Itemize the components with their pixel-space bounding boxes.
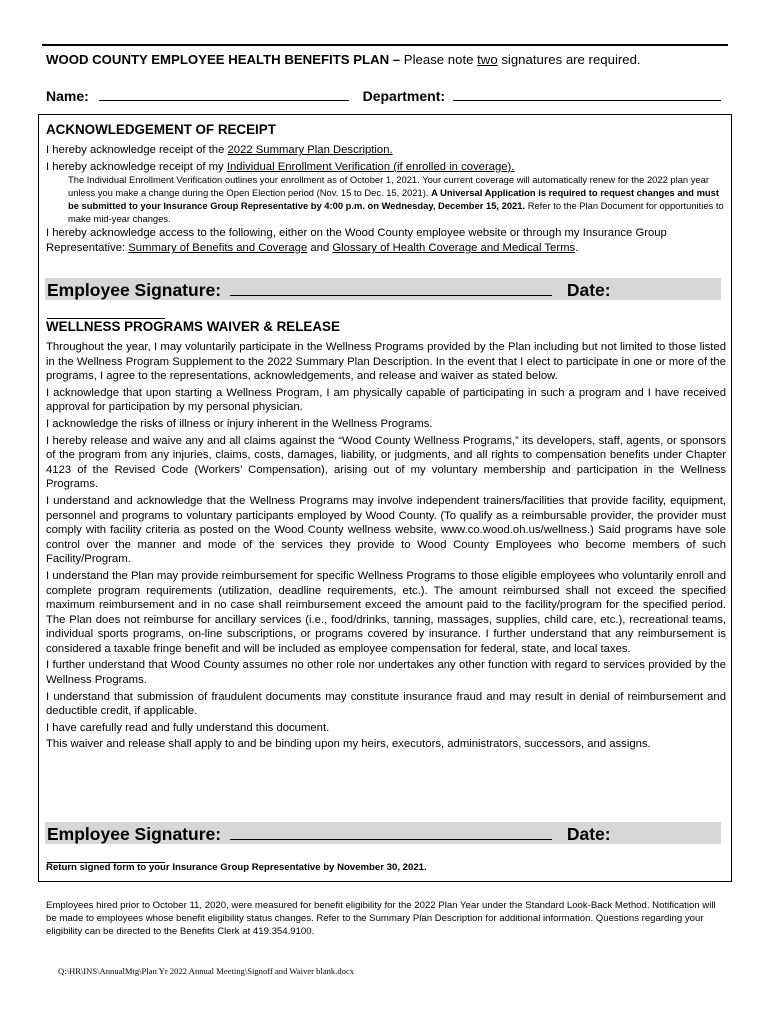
date-label: Date: <box>566 280 611 300</box>
ack-note-post: Refer to the Plan Document for opportunities to make mid-year changes. <box>68 199 724 224</box>
employee-signature-label: Employee Signature: <box>47 824 222 844</box>
ack-line1 <box>46 143 726 158</box>
enrollment-verification-link[interactable]: Individual Enrollment Verification (if enrolled in coverage). <box>226 160 515 173</box>
wellness-paragraph: I further understand that Wood County assumes no other role nor undertakes any other function with regard to services provided by the Wellness Programs. <box>46 659 726 687</box>
ack-line3-text: I hereby acknowledge access to the following, either on the Wood County employee website or through my Insurance Group Representative: <box>46 227 667 254</box>
employee-signature-label: Employee Signature: <box>47 280 222 300</box>
name-label: Name: <box>46 88 89 104</box>
wellness-paragraph: I understand the Plan may provide reimbursement for specific Wellness Programs to those eligible employees who voluntarily enroll and complete program requirements (utilization, deadline requirements, etc.). The amount reimbursed shall not exceed the specified maximum reimbursement and in no case shall reimbursement exceed the amount paid to the facility/program for the specified period. The Plan does not reimburse for ancillary services (i.e., food/drinks, tanning, massages, supplies, child care, etc.), recreational teams, individual sports programs, on-line subscriptions, or programs covered by insurance. I further understand that any reimbursement is considered a taxable fringe benefit and will be included as employee compensation for federal, state, and local taxes. <box>46 569 726 655</box>
ack-line2 <box>46 160 726 175</box>
ack-note <box>46 174 726 225</box>
wellness-body <box>46 340 726 752</box>
sbc-link[interactable]: Summary of Benefits and Coverage <box>128 241 308 254</box>
ack-line3-end: . <box>575 241 579 254</box>
name-department-row <box>46 87 721 104</box>
wellness-paragraph: I have carefully read and fully understand this document. <box>46 721 330 734</box>
note-pre: Please note <box>400 52 478 67</box>
employee-signature-field[interactable] <box>230 822 552 840</box>
ack-title: ACKNOWLEDGEMENT OF RECEIPT <box>46 122 276 137</box>
file-path: Q:\HR\INS\AnnualMtg\Plan Yr 2022 Annual Meeting\Signoff and Waiver blank.docx <box>58 966 355 976</box>
wellness-paragraph: Throughout the year, I may voluntarily participate in the Wellness Programs provided by the Plan including but not limited to those listed in the Wellness Program Supplement to the 2022 Summary Plan Description. In the event that I elect to participate in one or more of the programs, I agree to the representations, acknowledgements, and release and waiver as stated below. <box>46 341 726 383</box>
eligibility-note: Employees hired prior to October 11, 2020, were measured for benefit eligibility for the 2022 Plan Year under the Standard Look-Back Method. Notification will be made to employees whose benefit eligibility status changes. Refer to the Summary Plan Description for additional information. Questions regarding your eligibility can be directed to the Benefits Clerk at 419.354.9100. <box>46 900 716 937</box>
wellness-paragraph: I acknowledge that upon starting a Wellness Program, I am physically capable of participating in such a program and I have received approval for participation by my personal physician. <box>46 386 726 414</box>
ack-line1-text: I hereby acknowledge receipt of the <box>46 144 228 156</box>
department-label: Department: <box>362 88 446 104</box>
date-field[interactable] <box>47 845 165 863</box>
form-title <box>46 52 641 67</box>
name-field[interactable] <box>99 87 349 101</box>
note-post: signatures are required. <box>497 52 641 67</box>
ack-line3 <box>46 226 726 255</box>
glossary-link[interactable]: Glossary of Health Coverage and Medical Terms <box>332 241 576 254</box>
form-box <box>38 114 732 882</box>
ack-section <box>46 122 726 256</box>
top-rule <box>42 44 728 46</box>
wellness-paragraph: I hereby release and waive any and all claims against the “Wood County Wellness Programs,” its developers, staff, agents, or sponsors of the program from any injuries, claims, costs, damages, liability, or judgments, and all rights to compensation benefits under Chapter 4123 of the Revised Code (Workers’ Compensation), arising out of my voluntary membership and participation in the Wellness Programs. <box>46 434 726 491</box>
ack-line3-and: and <box>307 241 333 254</box>
wellness-title: WELLNESS PROGRAMS WAIVER & RELEASE <box>46 319 340 334</box>
note-two: two <box>477 52 498 67</box>
wellness-paragraph: This waiver and release shall apply to and be binding upon my heirs, executors, administrators, successors, and assigns. <box>46 738 651 751</box>
wellness-paragraph: I acknowledge the risks of illness or injury inherent in the Wellness Programs. <box>46 417 433 430</box>
employee-signature-row-2 <box>45 822 721 844</box>
wellness-paragraph: I understand and acknowledge that the Wellness Programs may involve independent trainers/facilities that provide facility, equipment, personnel and programs to voluntary participants employed by Wood County. (To qualify as a reimbursable provider, the provider must comply with facility criteria as posted on the Wood County wellness website, www.co.wood.oh.us/wellness.) Said programs have sole control over the manner and mode of the services they provide to Wood County Employees who become members of such Facility/Program. <box>46 494 726 566</box>
date-label: Date: <box>566 824 611 844</box>
wellness-section <box>46 319 726 752</box>
plan-title: WOOD COUNTY EMPLOYEE HEALTH BENEFITS PLAN – <box>46 52 401 67</box>
department-field[interactable] <box>453 87 721 101</box>
return-note: Return signed form to your Insurance Group Representative by November 30, 2021. <box>46 862 427 873</box>
employee-signature-row-1 <box>45 278 721 300</box>
ack-note-bold: A Universal Application is required to request changes and must be submitted to your Insurance Group Representative by 4:00 p.m. on Wednesday, December 15, 2021. <box>68 186 719 211</box>
spd-link[interactable]: 2022 Summary Plan Description. <box>227 144 393 156</box>
wellness-paragraph: I understand that submission of fraudulent documents may constitute insurance fraud and may result in denial of reimbursement and deductible credit, if applicable. <box>46 690 726 718</box>
ack-note-text: The Individual Enrollment Verification outlines your enrollment as of October 1, 2021. Your current coverage will automatically renew for the 2022 plan year unless you make a change during the Open Election period (Nov. 15 to Dec. 15, 2021). <box>68 174 709 198</box>
date-field[interactable] <box>47 301 165 319</box>
ack-line2-text: I hereby acknowledge receipt of my <box>46 160 227 173</box>
employee-signature-field[interactable] <box>230 278 552 296</box>
